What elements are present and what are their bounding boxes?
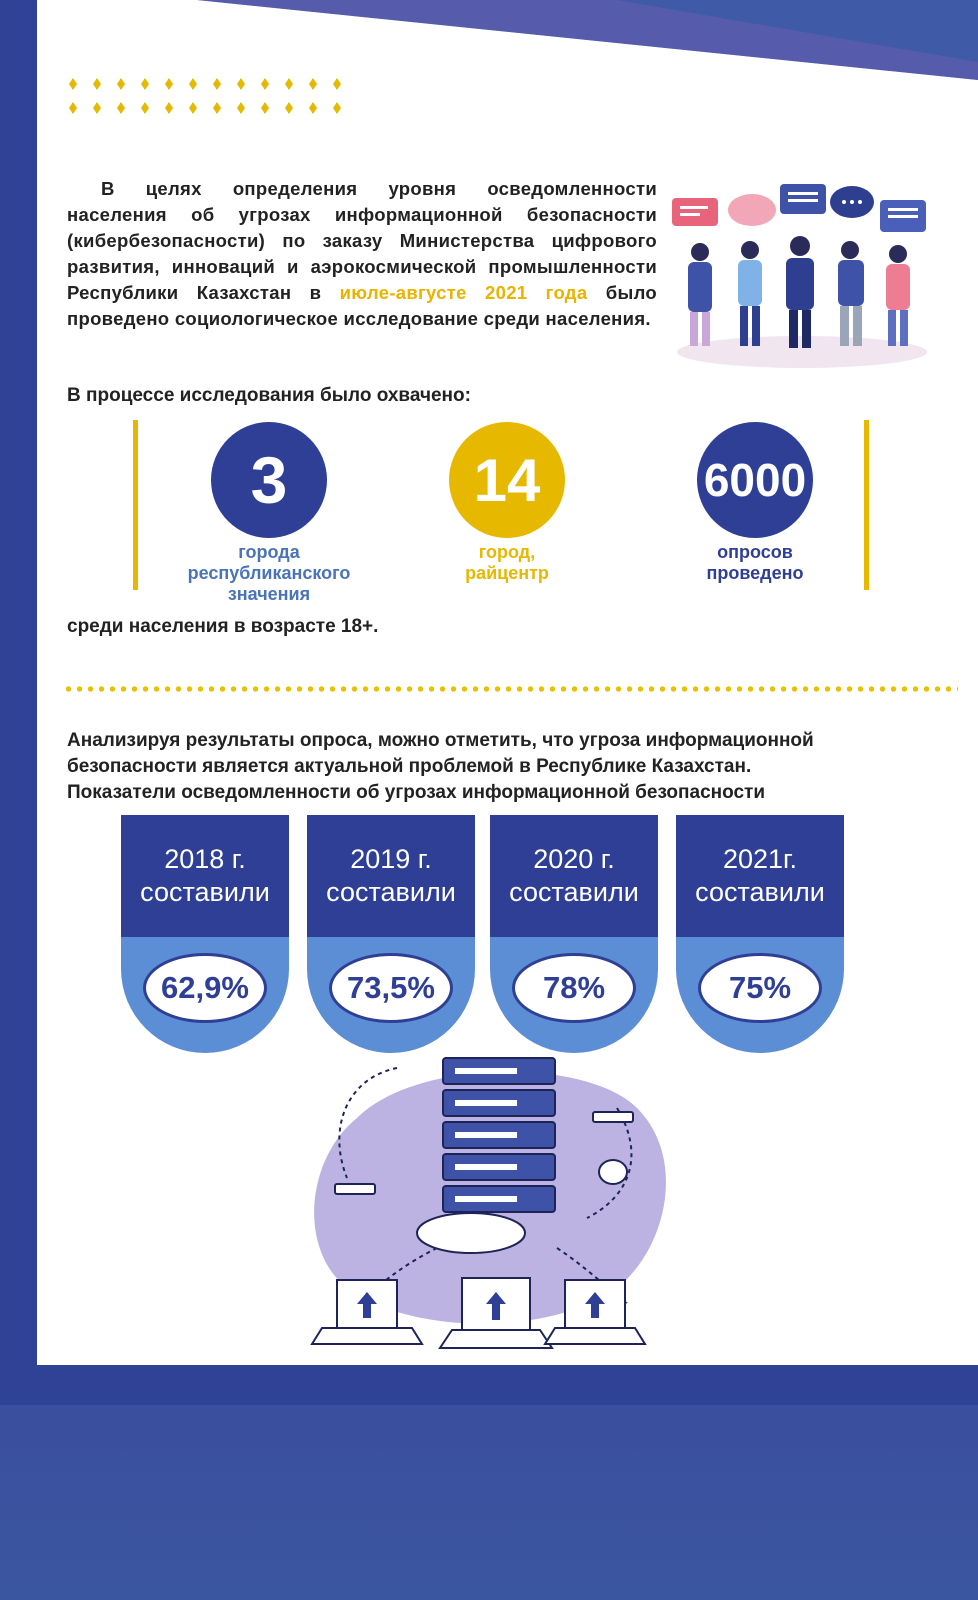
year-2020-verb: составили — [509, 877, 639, 907]
intro-date-highlight: июле-августе 2021 года — [339, 282, 588, 303]
network-servers-illustration — [287, 1048, 707, 1358]
year-2019-value: 73,5% — [329, 953, 453, 1023]
year-2020-label: 2020 г. — [533, 844, 615, 874]
stat-cities — [159, 422, 379, 605]
analysis-line2: безопасности является актуальной проблемой в Республике Казахстан. — [67, 756, 752, 777]
stat-surveys-circle — [697, 422, 813, 538]
stat-districts-label — [397, 542, 617, 584]
stat-surveys — [645, 422, 865, 584]
year-card-2018-footer — [121, 937, 289, 1053]
stat-surveys-value: 6000 — [703, 454, 807, 506]
stat-cities-label-line3: значения — [227, 584, 311, 604]
intro-text-part2: было проведено социологическое исследование среди населения. — [67, 282, 657, 329]
decorative-stars — [63, 76, 363, 124]
year-2019-verb: составили — [326, 877, 456, 907]
stat-districts-value: 14 — [473, 446, 541, 514]
stat-districts-label-line2: райцентр — [465, 563, 549, 583]
people-with-speech-bubbles-illustration — [652, 180, 952, 380]
year-2018-label: 2018 г. — [164, 844, 246, 874]
dotted-divider — [63, 686, 958, 692]
analysis-line1: Анализируя результаты опроса, можно отметить, что угроза информационной — [67, 730, 814, 751]
year-card-2021-header — [676, 815, 844, 937]
infographic-page — [37, 0, 978, 1365]
year-card-2021-footer — [676, 937, 844, 1053]
stat-cities-value: 3 — [250, 443, 288, 517]
year-card-2020-header — [490, 815, 658, 937]
year-2019-label: 2019 г. — [350, 844, 432, 874]
stat-cities-label-line1: города — [238, 542, 300, 562]
year-card-2020-footer — [490, 937, 658, 1053]
covered-heading: В процессе исследования было охвачено: — [67, 385, 471, 406]
stat-districts — [397, 422, 617, 584]
year-2021-label: 2021г. — [722, 844, 798, 874]
bottom-band — [0, 1405, 978, 1600]
analysis-paragraph — [67, 728, 947, 806]
intro-paragraph — [67, 176, 657, 332]
stat-surveys-label-line1: опросов — [717, 542, 793, 562]
stat-cities-label-line2: республиканского — [187, 563, 351, 583]
year-2018-value: 62,9% — [143, 953, 267, 1023]
analysis-line3: Показатели осведомленности об угрозах информационной безопасности — [67, 782, 766, 803]
age-note: среди населения в возрасте 18+. — [67, 616, 379, 637]
year-2020-value: 78% — [512, 953, 636, 1023]
stat-surveys-label — [645, 542, 865, 584]
year-card-2019-footer — [307, 937, 475, 1053]
year-card-2019 — [307, 815, 475, 1047]
stat-cities-circle — [211, 422, 327, 538]
year-2021-verb: составили — [695, 877, 825, 907]
left-gold-bar — [133, 420, 138, 590]
stat-districts-circle — [449, 422, 565, 538]
year-card-2019-header — [307, 815, 475, 937]
year-card-2018 — [121, 815, 289, 1047]
stat-cities-label — [159, 542, 379, 605]
year-2018-verb: составили — [140, 877, 270, 907]
year-card-2018-header — [121, 815, 289, 937]
stat-surveys-label-line2: проведено — [706, 563, 804, 583]
year-2021-value: 75% — [698, 953, 822, 1023]
year-card-2020 — [490, 815, 658, 1047]
intro-text-part1: В целях определения уровня осведомленности населения об угрозах информационной безопасности (кибербезопасности) по заказу Министерства цифрового развития, инноваций и аэрокосмической промышленности Республики Казахстан в — [67, 178, 657, 303]
stat-districts-label-line1: город, — [478, 542, 536, 562]
year-card-2021 — [676, 815, 844, 1047]
